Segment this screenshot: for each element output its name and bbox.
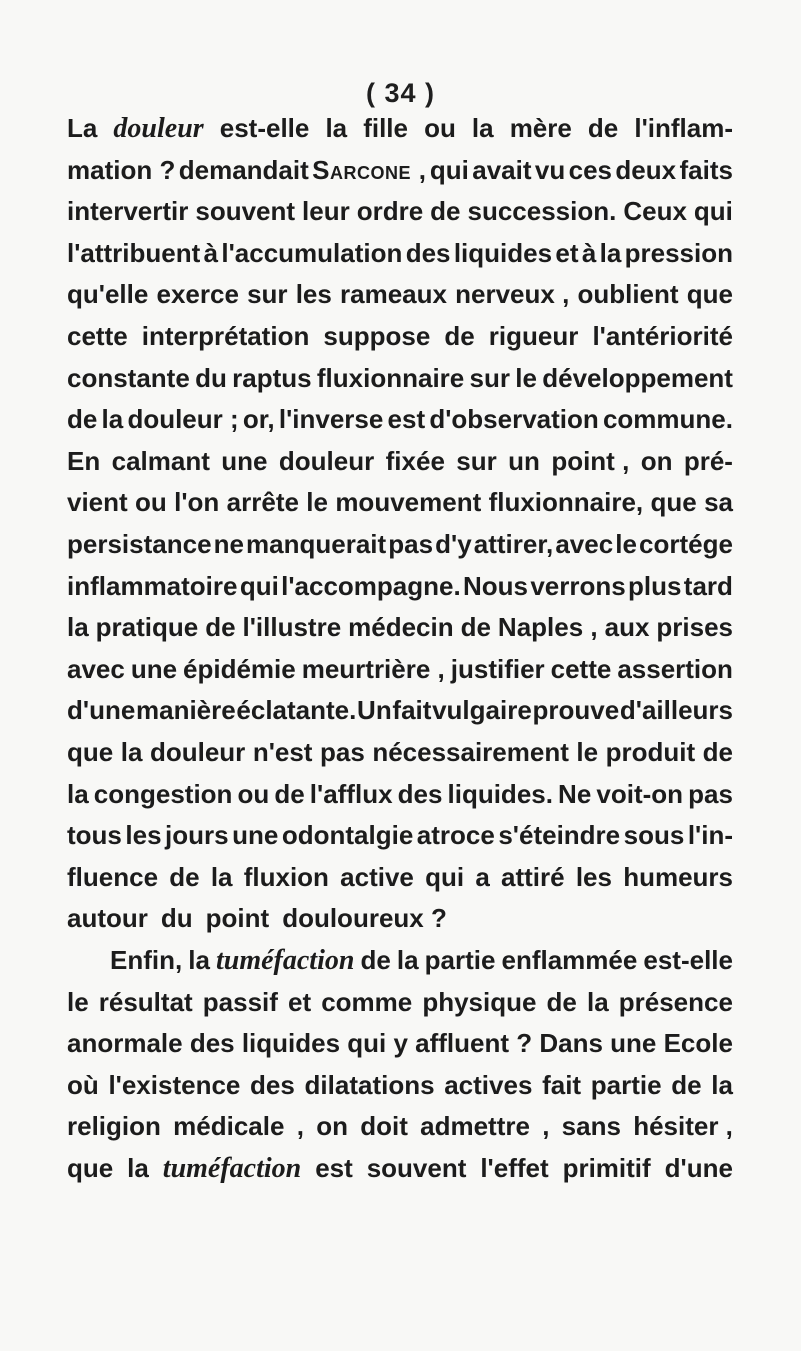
word: tuméfaction [216,945,355,976]
word: enflammée [501,945,638,975]
word: fait [392,695,432,726]
word: a [475,861,490,892]
word: une [130,653,178,684]
word: un [508,445,540,476]
word: pratique [95,612,199,643]
word: Nous [463,570,529,601]
word: mère [509,113,572,143]
word: leur [302,196,350,227]
word: d'y [435,529,472,559]
word: mouvement [335,487,482,518]
word: de [274,778,305,809]
word: sans [561,1111,621,1142]
word: résultat [98,986,193,1017]
word: primitif [562,1153,651,1183]
word: ne [213,529,244,559]
word: de [67,404,98,435]
word: la [101,404,124,435]
word: d'une [67,695,136,726]
word: la [67,778,89,809]
word: douloureux ? [282,903,447,934]
word: persistance [67,529,212,559]
word: Enfin, [110,945,183,975]
word: mation ? [67,154,176,185]
word: les [575,861,612,892]
word: qui [425,861,465,892]
word: ordre [356,196,424,227]
word: avec [67,653,125,684]
word: douleur ; [127,404,239,435]
word: l'inflam- [634,113,733,143]
word: pré- [683,445,733,476]
word: la [471,113,494,143]
word: tard [683,570,733,601]
word: liquides [241,1028,341,1059]
word: fluence [67,861,159,892]
word: fixée [385,445,445,476]
word: la [711,1069,733,1100]
word: d'ailleurs [619,695,733,726]
word: Ceux [623,196,687,227]
word: comme [321,986,413,1017]
word: qui [239,570,279,601]
word: produit [605,737,696,767]
word: épidémie [183,653,296,684]
word: est [315,1153,353,1183]
word: de [460,612,491,643]
word: que [67,737,114,767]
word: l'on [174,487,220,518]
word: meurtrière , [301,653,445,684]
word: attirer, [473,529,554,559]
word: de [430,196,461,227]
word: présence [618,986,733,1017]
word: le [576,737,599,767]
word: l'accumulation [221,237,403,268]
word: attiré [501,861,565,892]
word: vient [67,487,128,518]
word: actives [444,1069,533,1100]
word: pas [688,778,733,809]
word: Ne [558,778,592,809]
word: jours [165,820,229,851]
word: à [203,237,219,268]
word: oublient [577,279,679,310]
word: commune. [602,404,733,435]
word: interprétation [141,321,310,351]
word: l'existence [108,1069,241,1100]
word: anormale [67,1028,183,1059]
word: de [702,737,733,767]
word: rigueur [488,321,579,351]
word: l'in- [687,820,733,851]
word: avec [555,529,614,559]
word: ces [568,154,613,185]
word: l'attribuent [67,237,201,268]
word: vulgaire [432,695,532,726]
word: calmant [111,445,210,476]
word: Sarcone , [312,154,427,185]
word: fluxionnaire, [488,487,644,518]
word: le [67,986,89,1017]
word: liquides. [447,778,553,809]
word: doit [360,1111,408,1142]
word: le [615,529,637,559]
word: Un [357,695,392,726]
word: verrons [530,570,626,601]
word: de [587,113,619,143]
word: sur [247,279,288,310]
word: la [120,737,143,767]
word: l'effet [480,1153,549,1183]
word: sous [623,820,685,851]
word: active [340,861,414,892]
word: éclatante. [236,695,357,726]
word: d'observation [429,404,599,435]
word: y [393,1028,408,1059]
word: le [306,487,328,518]
word: liquides [453,237,553,268]
word: de [671,1069,702,1100]
word: l'inverse [278,404,384,435]
word: développement [542,362,733,393]
word: ou [135,487,167,518]
word: on [640,445,673,476]
word: rameaux [340,279,447,310]
word: de [360,945,391,975]
word: congestion [93,778,233,809]
word: partie [424,945,496,975]
word: odontalgie [281,820,414,851]
word: pas [388,529,434,559]
word: plus [628,570,682,601]
word: cortége [639,529,733,559]
word: prises [656,612,733,643]
word: et [288,986,312,1017]
word: qui [693,196,733,227]
word: ou [237,778,270,809]
word: douleur [113,113,204,144]
word: tous [67,820,122,851]
word: La [67,113,98,143]
word: arrête [226,487,299,518]
word: médecin [348,612,454,643]
word: , [296,1111,304,1142]
word: la [127,1153,149,1183]
word: la [396,945,419,975]
word: fait [542,1069,582,1100]
word: manière [135,695,236,726]
word: faits [679,154,733,185]
word: partie [590,1069,662,1100]
word: hésiter , [633,1111,733,1142]
word: aux [604,612,650,643]
word: l'illustre [242,612,342,643]
word: passif [202,986,278,1017]
word: justifier [450,653,545,684]
word: une [221,445,268,476]
word: une [232,820,279,851]
word: fluxionnaire [316,362,465,393]
word: cette [67,321,128,351]
word: intervertir [67,196,189,227]
word: l'afflux [309,778,393,809]
word: tuméfaction [162,1153,302,1184]
word: où [67,1069,99,1100]
word: des [250,1069,295,1100]
word: pression [624,237,733,268]
word: prouve [532,695,620,726]
word: point , [551,445,630,476]
word: voit-on [596,778,684,809]
word: inflammatoire [67,570,238,601]
word: souvent [366,1153,467,1183]
word: les [125,820,162,851]
word: ou [424,113,456,143]
word: de [169,861,200,892]
word: la [210,861,233,892]
word: médicale [173,1111,285,1142]
word: on [316,1111,348,1142]
word: la [599,237,622,268]
word: à [581,237,597,268]
word: constante [67,362,190,393]
word: la [586,986,609,1017]
word: des [405,237,451,268]
word: nécessairement [372,737,569,767]
word: admettre [420,1111,530,1142]
word: des [189,1028,235,1059]
word: Dans [539,1028,603,1059]
word: avait [472,154,532,185]
word: de [205,612,236,643]
word: Ecole [663,1028,733,1059]
word: suppose [323,321,431,351]
word: d'une [664,1153,733,1183]
word: qui [429,154,469,185]
word: sa [704,487,733,518]
word: sur [469,362,510,393]
word: affluent ? [415,1028,533,1059]
word: n'est [252,737,313,767]
word: est-elle [219,113,310,143]
word: le [515,362,537,393]
word: or, [242,404,275,435]
word: des [397,778,443,809]
word: autour [67,903,148,934]
word: que [67,1153,114,1183]
word: l'antériorité [592,321,733,351]
word: l'accompagne. [281,570,461,601]
word: du [160,903,193,934]
word: physique [422,986,537,1017]
word: nerveux , [455,279,570,310]
word: succession. [467,196,617,227]
word: fluxion [243,861,329,892]
word: de [546,986,577,1017]
word: En [67,445,101,476]
word: de [444,321,475,351]
word: exerce [156,279,239,310]
word: du [195,362,227,393]
word: assertion [617,653,733,684]
word: atroce [416,820,495,851]
word: est [387,404,426,435]
word: que [686,279,733,310]
word: cette [550,653,612,684]
word: la [325,113,348,143]
word: s'éteindre [498,820,621,851]
word: humeurs [623,861,733,892]
word: religion [67,1111,161,1142]
word: est-elle [643,945,733,975]
word: Naples , [497,612,598,643]
page-number: ( 34 ) [365,78,436,108]
word: que [650,487,697,518]
word: deux [615,154,677,185]
word: manquerait [246,529,387,559]
word: demandait [178,154,309,185]
word: douleur [149,737,246,767]
word: les [295,279,332,310]
word: une [610,1028,657,1059]
word: sur [456,445,497,476]
word: pas [319,737,365,767]
word: et [555,237,579,268]
word: qui [347,1028,387,1059]
word: souvent [195,196,296,227]
word: vu [534,154,566,185]
word: fille [363,113,408,143]
word: douleur [278,445,375,476]
word: qu'elle [67,279,149,310]
word: la [188,945,210,975]
word: dilatations [304,1069,435,1100]
word: , [542,1111,550,1142]
word: point [205,903,270,934]
word: la [67,612,89,643]
word: raptus [232,362,312,393]
